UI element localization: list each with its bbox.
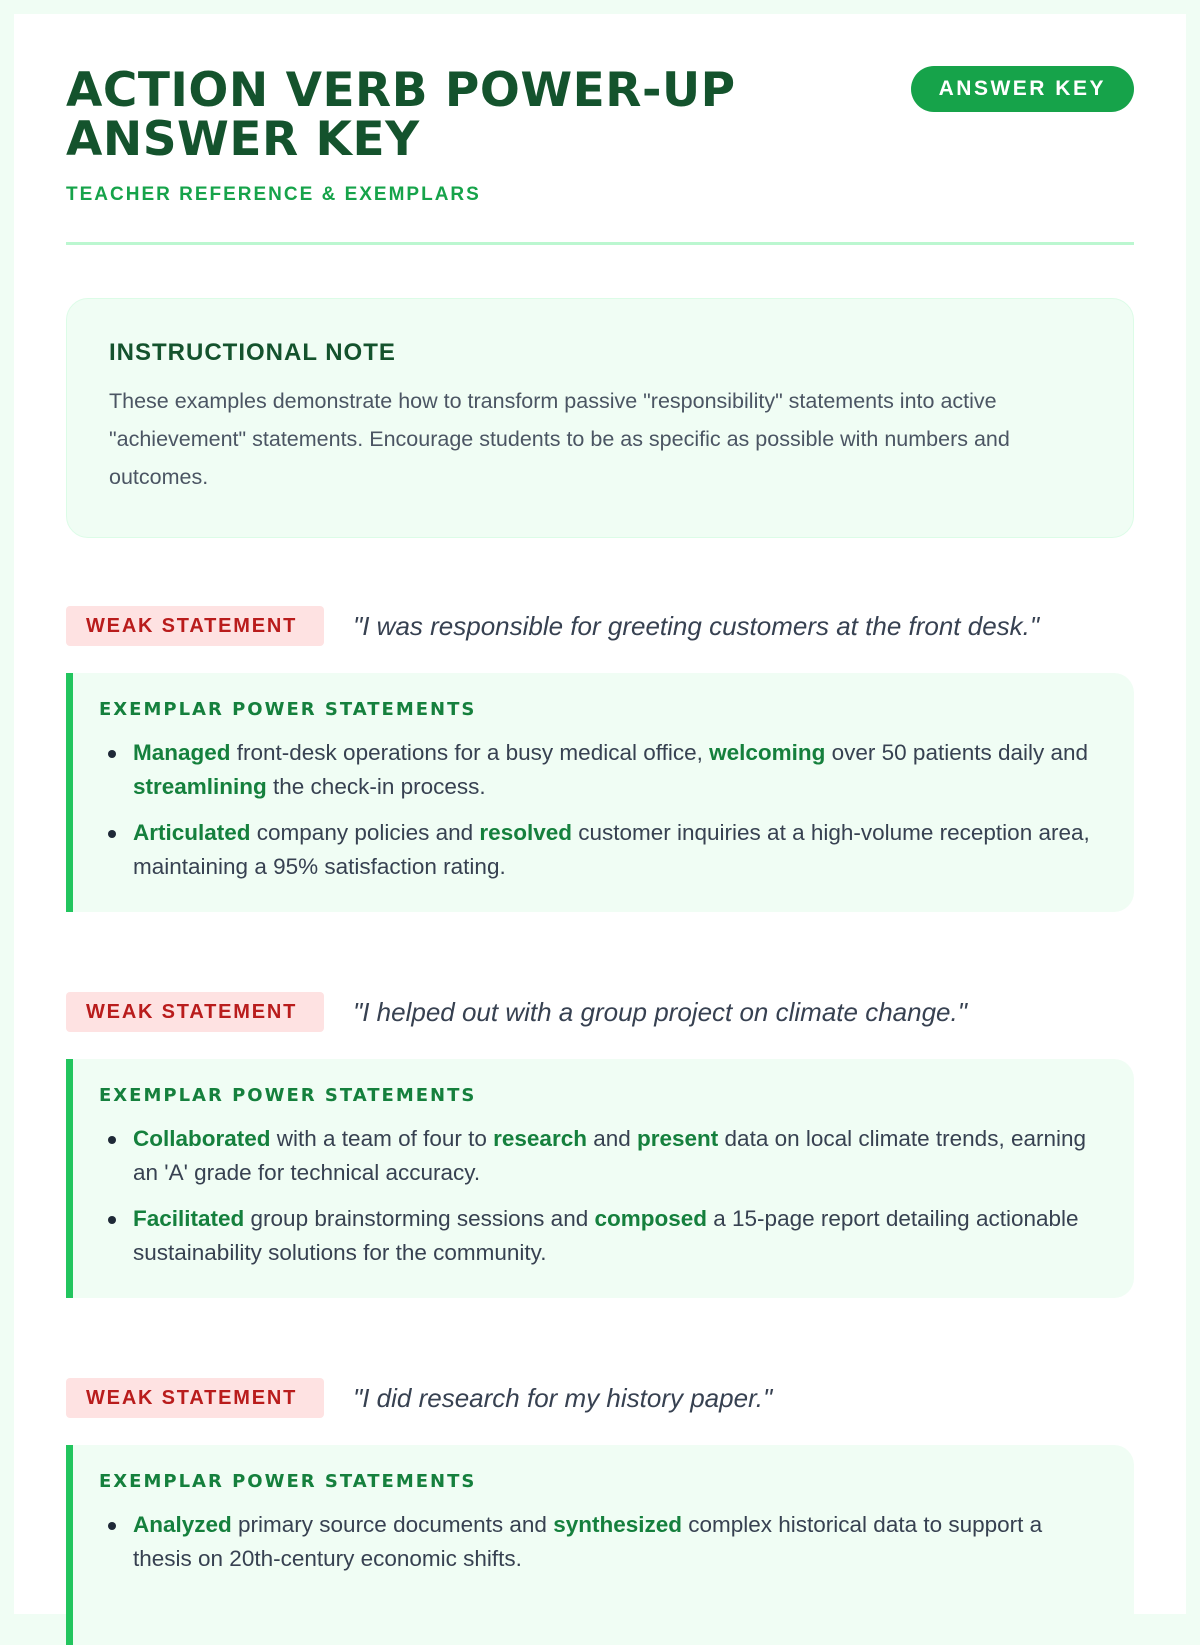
- action-verb: welcoming: [709, 740, 826, 765]
- exemplar-item: [99, 1122, 1098, 1190]
- page-title: ACTION VERB POWER-UP ANSWER KEY: [66, 63, 736, 167]
- weak-statement-text: "I did research for my history paper.": [353, 1382, 773, 1413]
- exemplar-text: front-desk operations for a busy medical office,: [230, 740, 710, 765]
- answer-key-page: [14, 14, 1186, 1614]
- exemplar-item: [99, 736, 1098, 804]
- note-body: These examples demonstrate how to transform passive "responsibility" statements into active "achievement" statements. Encourage students to be as specific as possible with numbers and outcomes.: [109, 389, 1010, 489]
- action-verb: synthesized: [553, 1512, 682, 1537]
- exemplar-box: [66, 673, 1134, 912]
- weak-statement-text: "I was responsible for greeting customers at the front desk.": [353, 610, 1040, 641]
- action-verb: Analyzed: [133, 1512, 232, 1537]
- exemplar-title: EXEMPLAR POWER STATEMENTS: [99, 699, 477, 720]
- exemplar-text: data on local climate trends, earning an 'A' grade for technical accuracy.: [133, 1126, 1087, 1185]
- action-verb: Managed: [133, 740, 231, 765]
- exemplar-text: primary source documents and: [231, 1512, 554, 1537]
- exemplar-text: a 15-page report detailing actionable sustainability solutions for the community.: [133, 1206, 1079, 1265]
- exemplar-list: [99, 736, 1098, 884]
- page-subtitle: TEACHER REFERENCE & EXEMPLARS: [66, 184, 481, 205]
- exemplar-box: [66, 1059, 1134, 1298]
- exemplar-item: [99, 1508, 1098, 1576]
- answer-key-badge: ANSWER KEY: [911, 66, 1134, 112]
- weak-statement-badge: WEAK STATEMENT: [66, 606, 324, 646]
- exemplar-text: group brainstorming sessions and: [244, 1206, 595, 1231]
- action-verb: research: [493, 1126, 587, 1151]
- header: [66, 63, 1134, 242]
- statement-section-1: [66, 605, 1134, 912]
- instructional-note: [66, 298, 1134, 538]
- weak-statement-badge: WEAK STATEMENT: [66, 1378, 324, 1418]
- exemplar-text: customer inquiries at a high-volume reception area, maintaining a 95% satisfaction rating.: [133, 820, 1090, 879]
- action-verb: resolved: [479, 820, 572, 845]
- exemplar-text: with a team of four to: [270, 1126, 494, 1151]
- action-verb: Facilitated: [133, 1206, 245, 1231]
- action-verb: Articulated: [133, 820, 251, 845]
- action-verb: composed: [594, 1206, 708, 1231]
- exemplar-title: EXEMPLAR POWER STATEMENTS: [99, 1471, 477, 1492]
- action-verb: present: [637, 1126, 719, 1151]
- exemplar-text: complex historical data to support a thesis on 20th-century economic shifts.: [133, 1512, 1043, 1571]
- exemplar-text: and: [586, 1126, 638, 1151]
- statement-section-3: [66, 1377, 1134, 1645]
- exemplar-text: company policies and: [250, 820, 480, 845]
- weak-statement-row: [66, 605, 1134, 647]
- weak-statement-badge: WEAK STATEMENT: [66, 992, 324, 1032]
- exemplar-text: the check-in process.: [266, 774, 486, 799]
- weak-statement-text: "I helped out with a group project on climate change.": [353, 996, 967, 1027]
- exemplar-box: [66, 1445, 1134, 1645]
- header-divider: [66, 242, 1134, 245]
- exemplar-list: [99, 1508, 1098, 1576]
- exemplar-item: [99, 1202, 1098, 1270]
- weak-statement-row: [66, 1377, 1134, 1419]
- exemplar-item: [99, 816, 1098, 884]
- action-verb: streamlining: [133, 774, 267, 799]
- weak-statement-row: [66, 991, 1134, 1033]
- exemplar-list: [99, 1122, 1098, 1270]
- action-verb: Collaborated: [133, 1126, 271, 1151]
- statement-section-2: [66, 991, 1134, 1298]
- exemplar-text: over 50 patients daily and: [825, 740, 1089, 765]
- exemplar-title: EXEMPLAR POWER STATEMENTS: [99, 1085, 477, 1106]
- note-title: INSTRUCTIONAL NOTE: [109, 339, 396, 366]
